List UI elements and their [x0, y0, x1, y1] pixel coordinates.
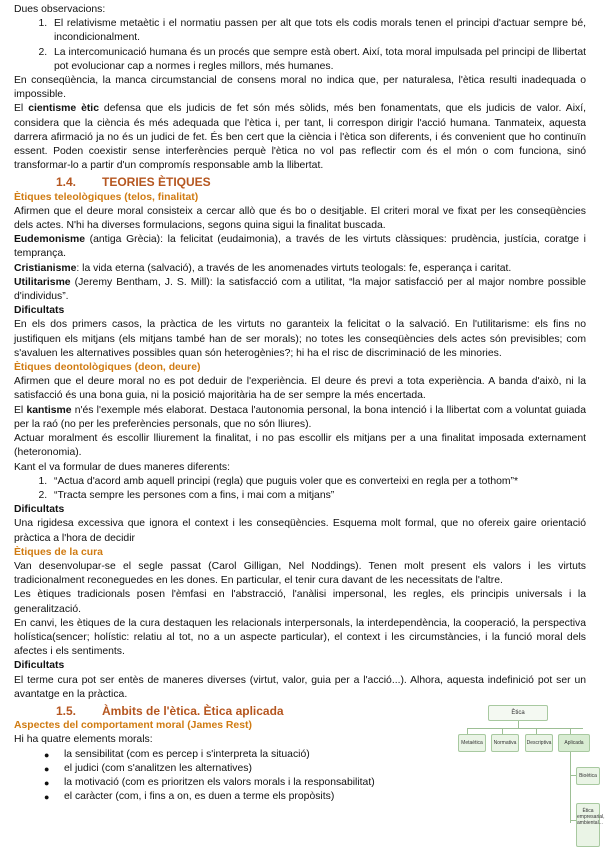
teleologiques-intro: Afirmen que el deure moral consisteix a cercar allò que és bo o desitjable. El criteri moral ve fixat per les conseqüències dels actes. N'hi ha diverses formulacions, segons quina sigui la finalitat buscada.: [14, 205, 586, 232]
list-item: 1. El relativisme metaètic i el normatiu passen per alt que tots els codis morals tenen el principi d'actuar sempre bé, incondicionalment.: [50, 17, 586, 45]
utilitarisme-paragraph: Utilitarisme (Jeremy Bentham, J. S. Mill): la satisfacció com a utilitat, “la major satisfacció per al major nombre possible d'individus”.: [14, 276, 586, 303]
ethics-diagram: [458, 703, 605, 846]
consequencia-paragraph: En conseqüència, la manca circumstancial de consens moral no indica que, per naturalesa, l'ètica resulti inadequada o impossible.: [14, 75, 586, 101]
kant-formula-intro: Kant el va formular de dues maneres diferents:: [14, 461, 231, 473]
cientisme-term: cientisme ètic: [28, 103, 99, 115]
deontologiques-intro: Afirmen que el deure moral no es pot deduir de l'experiència. El deure és previ a tota experiència. A banda d'això, ni la satisfacció és una bona guia, ni la posició majoritària ha de ser sempre la més encertada.: [14, 376, 586, 402]
dificultats-label: Dificultats: [14, 660, 65, 672]
kant-formulacions-list: [14, 475, 586, 503]
rest-heading: Aspectes del comportament moral (James Rest): [14, 720, 252, 732]
section-1-5-heading: 1.5. Àmbits de l'ètica. Ètica aplicada: [56, 703, 284, 718]
cristianisme-paragraph: Cristianisme: la vida eterna (salvació), a través de les anomenades virtuts teologals: fe, esperança i caritat.: [14, 262, 512, 274]
diagram-subnode: Bioètica: [576, 767, 600, 785]
dificultats-label: Dificultats: [14, 305, 65, 317]
diagram-node: Aplicada: [558, 734, 590, 752]
cura-paragraph-3: En canvi, les ètiques de la cura destaquen les relacionals interpersonals, la interdependència, la cooperació, la perspectiva holística(sencer; holístic: relatiu al tot, no a un aspecte particular), el context i les circumstàncies, i la funció moral dels afectes i els sentiments.: [14, 617, 586, 658]
cura-paragraph-1: Van desenvolupar-se el segle passat (Carol Gilligan, Nel Noddings). Tenen molt present els valors i les virtuts tradicionalment reconeguedes en les dones. En particular, el tenir cura davant de les necessitats de l'altre.: [14, 560, 586, 587]
rest-intro: Hi ha quatre elements morals:: [14, 734, 153, 746]
teleologiques-heading: Ètiques teleològiques (telos, finalitat): [14, 191, 199, 203]
list-item: 2. La intercomunicació humana és un procés que sempre està obert. Així, tota moral impulsada pel principi de llibertat pot evolucionar cap a normes i regles millors, més humanes.: [50, 46, 586, 74]
diagram-subnode: Ètica empresarial, ambiental...: [576, 803, 600, 847]
eudemonisme-paragraph: Eudemonisme (antiga Grècia): la felicitat (eudaimonia), a través de les virtuts clàssiques: prudència, justícia, coratge i temprança.: [14, 234, 586, 260]
diagram-node: Descriptiva: [525, 734, 553, 752]
deontologiques-dificultats: Una rigidesa excessiva que ignora el context i les conseqüències. Esquema molt formal, que no ofereix gaire orientació pràctica a l'hora de decidir: [14, 518, 586, 544]
list-item: 1. “Actua d'acord amb aquell principi (regla) que puguis voler que es converteixi en regla per a tothom”*: [50, 475, 586, 489]
kantisme-paragraph: El kantisme n'és l'exemple més elaborat. Destaca l'autonomia personal, la bona intenció i la llibertat com a voluntat guiada per la raó (no per les preferències personals, que no són lliures).: [14, 404, 586, 430]
cura-dificultats: El terme cura pot ser entès de maneres diverses (virtut, valor, guia per a l'acció...). Alhora, aquesta indefinició pot ser un avantatge en la pràctica.: [14, 674, 586, 700]
list-item: 2. “Tracta sempre les persones com a fins, i mai com a mitjans”: [50, 489, 586, 503]
observacions-list: [14, 17, 586, 74]
section-1-4-heading: 1.4. TEORIES ÈTIQUES: [56, 175, 211, 190]
teleologiques-dificultats: En els dos primers casos, la pràctica de les virtuts no garanteix la felicitat o la salvació. En l'utilitarisme: els fins no justifiquen els mitjans (els mitjans també han de ser morals); no totes les conseqüències dels actes són previsibles; com s'avaluen les alternatives possibles quan són heterogènies?; hi ha el risc de discriminació de les minories.: [14, 319, 586, 359]
document-page: [14, 3, 586, 804]
autonomia-paragraph: Actuar moralment és escollir lliurement la finalitat, i no pas escollir els mitjans per a una finalitat imposada externament (heteronomia).: [14, 433, 586, 459]
deontologiques-heading: Ètiques deontològiques (deon, deure): [14, 362, 201, 374]
intro-text: Dues observacions:: [14, 4, 106, 15]
diagram-node: Normativa: [491, 734, 519, 752]
diagram-node-root: Ètica: [488, 705, 548, 721]
list-item: ● el caràcter (com, i fins a on, es duen a terme els propòsits): [52, 790, 586, 804]
list-item: ● la motivació (com es prioritzen els valors morals i la responsabilitat): [52, 776, 586, 790]
list-item: ● el judici (com s'analitzen les alternatives): [52, 762, 586, 776]
list-item: ● la sensibilitat (com es percep i s'interpreta la situació): [52, 748, 586, 762]
cientisme-paragraph: El cientisme ètic defensa que els judicis de fet són més sòlids, més ben fonamentats, que els judicis de valor. Així, considera que la ciència és més adequada que l'ètica i, per tant, li correspon dirigir l'acció humana. Tanmateix, aquesta darrera afirmació ja no és un judici de fet. És ben cert que la ciència i l'ètica son diferents, i és convenient que ho continuïn essent. Poden coexistir sense interferències perquè l'ètica no vol pas reflectir com és el món o com funciona, sinó transformar-lo a partir d'un compromís responsable amb la llibertat.: [14, 103, 586, 172]
cura-heading: Ètiques de la cura: [14, 546, 103, 558]
dificultats-label: Dificultats: [14, 504, 65, 516]
cura-paragraph-2: Les ètiques tradicionals posen l'èmfasi en l'abstracció, l'anàlisi impersonal, les regles, els principis universals i la generalització.: [14, 589, 586, 615]
diagram-node: Metaètica: [458, 734, 486, 752]
